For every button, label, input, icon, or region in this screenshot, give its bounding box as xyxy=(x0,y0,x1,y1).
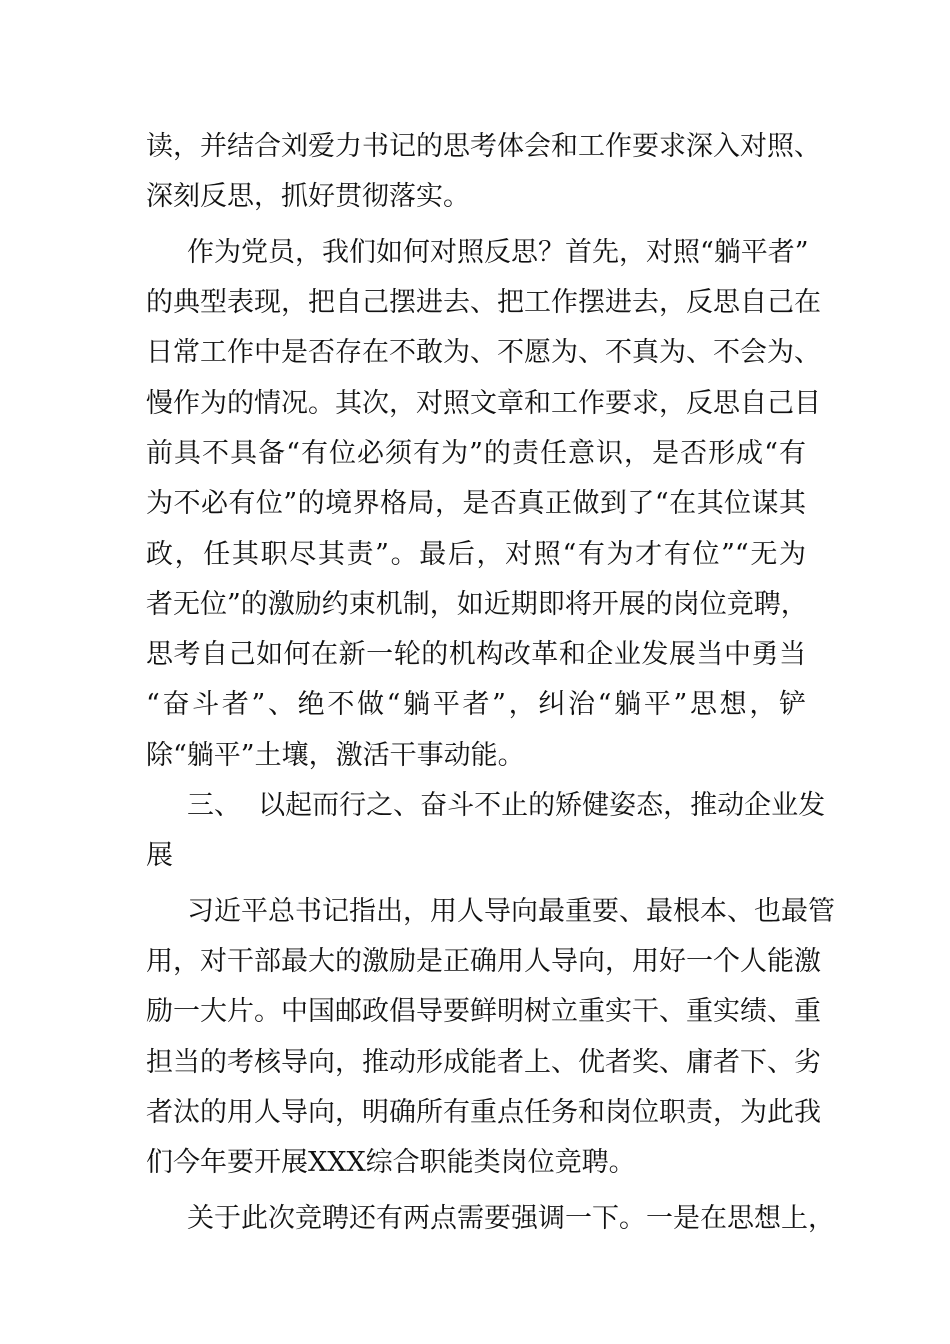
text-line: 们今年要开展XXX综合职能类岗位竞聘。 xyxy=(146,1147,636,1179)
text-line: 者无位”的激励约束机制，如近期即将开展的岗位竞聘， xyxy=(146,588,808,620)
text-line: 除“躺平”土壤，激活干事动能。 xyxy=(146,739,525,771)
text-line: 关于此次竞聘还有两点需要强调一下。一是在思想上， xyxy=(187,1202,835,1234)
heading-line: 三、 以起而行之、奋斗不止的矫健姿态，推动企业发 xyxy=(187,790,826,822)
text-line: 慢作为的情况。其次，对照文章和工作要求，反思自己目 xyxy=(146,387,821,419)
text-line: 用，对干部最大的激励是正确用人导向，用好一个人能激 xyxy=(146,946,821,978)
text-line: 习近平总书记指出，用人导向最重要、最根本、也最管 xyxy=(187,895,835,927)
text-line: 作为党员，我们如何对照反思？首先，对照“躺平者” xyxy=(187,236,809,268)
text-line: 政，任其职尽其责”。最后，对照“有为才有位”“无为 xyxy=(146,538,806,570)
text-line: 深刻反思，抓好贯彻落实。 xyxy=(146,181,470,213)
text-line: 担当的考核导向，推动形成能者上、优者奖、庸者下、劣 xyxy=(146,1046,821,1078)
text-line: 思考自己如何在新一轮的机构改革和企业发展当中勇当 xyxy=(146,639,806,671)
text-line: 者汰的用人导向，明确所有重点任务和岗位职责，为此我 xyxy=(146,1097,821,1129)
paragraph-continuation xyxy=(146,122,821,223)
paragraph-talent-orientation xyxy=(146,887,835,1189)
text-line: 的典型表现，把自己摆进去、把工作摆进去，反思自己在 xyxy=(146,287,821,319)
text-line: “奋斗者”、绝不做“躺平者”，纠治“躺平”思想，铲 xyxy=(146,689,806,721)
text-line: 励一大片。中国邮政倡导要鲜明树立重实干、重实绩、重 xyxy=(146,996,821,1028)
text-line: 为不必有位”的境界格局，是否真正做到了“在其位谋其 xyxy=(146,488,806,520)
section-heading xyxy=(146,781,826,882)
text-line: 日常工作中是否存在不敢为、不愿为、不真为、不会为、 xyxy=(146,337,821,369)
paragraph-competition-notes xyxy=(146,1194,835,1244)
document-body xyxy=(146,122,835,1244)
text-line: 读，并结合刘爱力书记的思考体会和工作要求深入对照、 xyxy=(146,131,821,162)
text-line: 前具不具备“有位必须有为”的责任意识，是否形成“有 xyxy=(146,437,806,469)
paragraph-reflection xyxy=(146,228,821,781)
heading-line: 展 xyxy=(146,840,173,872)
